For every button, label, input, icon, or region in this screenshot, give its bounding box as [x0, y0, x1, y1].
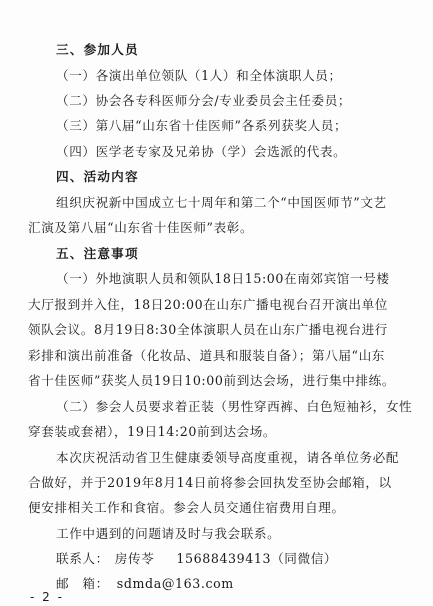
notes-paragraph-line: 大厅报到并入住，18日20:00在山东广播电视台召开演出单位: [28, 297, 388, 312]
notes-paragraph-line: 合做好，并于2019年8月14日前将参会回执发至协会邮箱，以: [28, 475, 392, 490]
notes-paragraph-line: 本次庆祝活动省卫生健康委领导高度重视，请各单位务必配: [56, 450, 400, 465]
notes-paragraph-line: 领队会议。8月19日8:30全体演职人员在山东广播电视台进行: [28, 322, 388, 337]
participant-item: （四）医学老专家及兄弟协（学）会选派的代表。: [56, 144, 347, 159]
content-paragraph-line: 组织庆祝新中国成立七十周年和第二个“中国医师节”文艺: [56, 195, 387, 210]
contact-phone: 15688439413（同微信）: [176, 551, 338, 566]
contact-email-label: 邮 箱：: [56, 576, 109, 591]
contact-person-label: 联系人：: [56, 551, 109, 566]
participant-item: （一）各演出单位领队（1人）和全体演职人员；: [56, 68, 342, 83]
contact-person-name: 房传苓: [114, 551, 155, 566]
notes-paragraph-line: 工作中遇到的问题请及时与我会联系。: [56, 526, 281, 541]
participant-item: （二）协会各专科医师分会/专业委员会主任委员；: [56, 93, 352, 108]
page-number: - 2 -: [30, 590, 64, 604]
notes-paragraph-line: （二）参会人员要求着正装（男性穿西裤、白色短袖衫，女性: [56, 399, 413, 414]
contact-person-row: [56, 551, 337, 567]
section-heading-participants: 三、参加人员: [56, 42, 139, 57]
contact-email-row: [56, 576, 234, 592]
notes-paragraph-line: 彩排和演出前准备（化妆品、道具和服装自备）；第八届“山东: [28, 348, 385, 363]
contact-email: sdmda@163.com: [116, 576, 234, 591]
section-heading-content: 四、活动内容: [56, 169, 139, 184]
notes-paragraph-line: （一）外地演职人员和领队18日15:00在南郊宾馆一号楼: [56, 271, 390, 286]
notes-paragraph-line: 省十佳医师”获奖人员19日10:00前到达会场，进行集中排练。: [28, 373, 396, 388]
notes-paragraph-line: 穿套装或套裙），19日14:20前到达会场。: [28, 424, 277, 439]
content-paragraph-line: 汇演及第八届“山东省十佳医师”表彰。: [28, 220, 254, 235]
participant-item: （三）第八届“山东省十佳医师”各系列获奖人员；: [56, 118, 348, 133]
notes-paragraph-line: 便安排相关工作和食宿。参会人员交通住宿费用自理。: [28, 500, 345, 515]
section-heading-notes: 五、注意事项: [56, 246, 139, 261]
